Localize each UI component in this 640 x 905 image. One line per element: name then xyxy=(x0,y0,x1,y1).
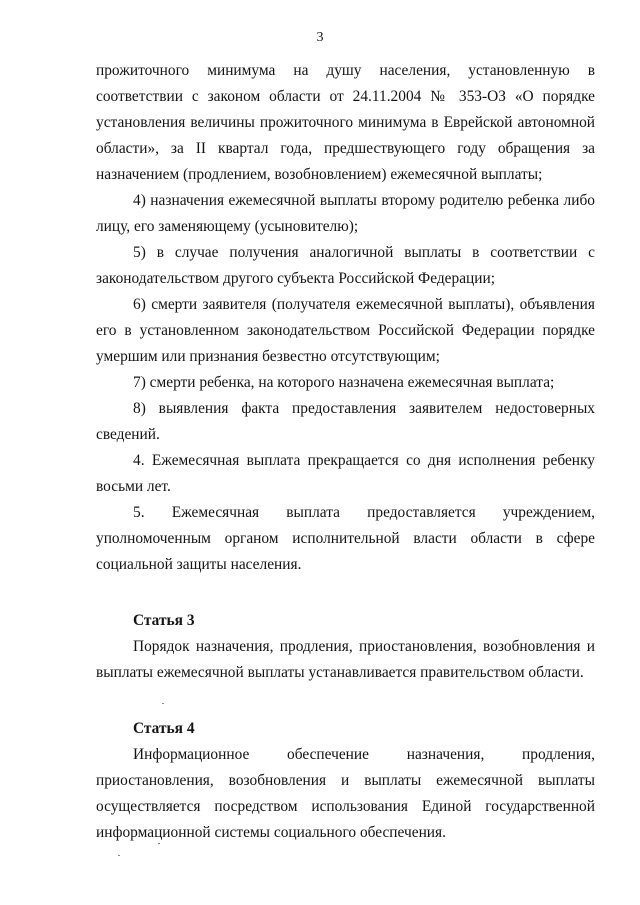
paragraph-clause-4: 4. Ежемесячная выплата прекращается со дня исполнения ребенку восьми лет. xyxy=(96,452,595,495)
page-number: 3 xyxy=(316,30,324,45)
article-4-text: Информационное обеспечение назначения, продления, приостановления, возобновления и выплаты ежемесячной выплаты осуществляется посредством использования Единой государственной информационной системы социального обеспечения. xyxy=(96,746,595,841)
paragraph-item-7: 7) смерти ребенка, на которого назначена ежемесячная выплата; xyxy=(133,374,555,391)
paragraph-clause-5: 5. Ежемесячная выплата предоставляется учреждением, уполномоченным органом исполнительной власти области в сфере социальной защиты населения. xyxy=(96,504,595,573)
scan-speck xyxy=(158,843,160,844)
scan-speck xyxy=(162,703,164,704)
paragraph-item-8: 8) выявления факта предоставления заявителем недостоверных сведений. xyxy=(96,400,595,443)
paragraph-item-5: 5) в случае получения аналогичной выплаты в соответствии с законодательством другого субъекта Российской Федерации; xyxy=(96,244,595,287)
article-3-text: Порядок назначения, продления, приостановления, возобновления и выплаты ежемесячной выплаты устанавливается правительством области. xyxy=(96,638,595,681)
paragraph-item-4: 4) назначения ежемесячной выплаты второму родителю ребенка либо лицу, его заменяющему (усыновителю); xyxy=(96,192,595,235)
paragraph-continuation: прожиточного минимума на душу населения, установленную в соответствии с законом области от 24.11.2004 № 353-ОЗ «О порядке установления величины прожиточного минимума в Еврейской автономной области», за II квартал года, предшествующего году обращения за назначением (продлением, возобновлением) ежемесячной выплаты; xyxy=(96,62,595,183)
scan-speck xyxy=(118,855,120,856)
paragraph-item-6: 6) смерти заявителя (получателя ежемесячной выплаты), объявления его в установленном законодательством Российской Федерации порядке умершим или признания безвестно отсутствующим; xyxy=(96,296,595,365)
article-3-heading: Статья 3 xyxy=(133,612,195,629)
article-4-heading: Статья 4 xyxy=(133,720,195,737)
document-body xyxy=(96,58,595,846)
